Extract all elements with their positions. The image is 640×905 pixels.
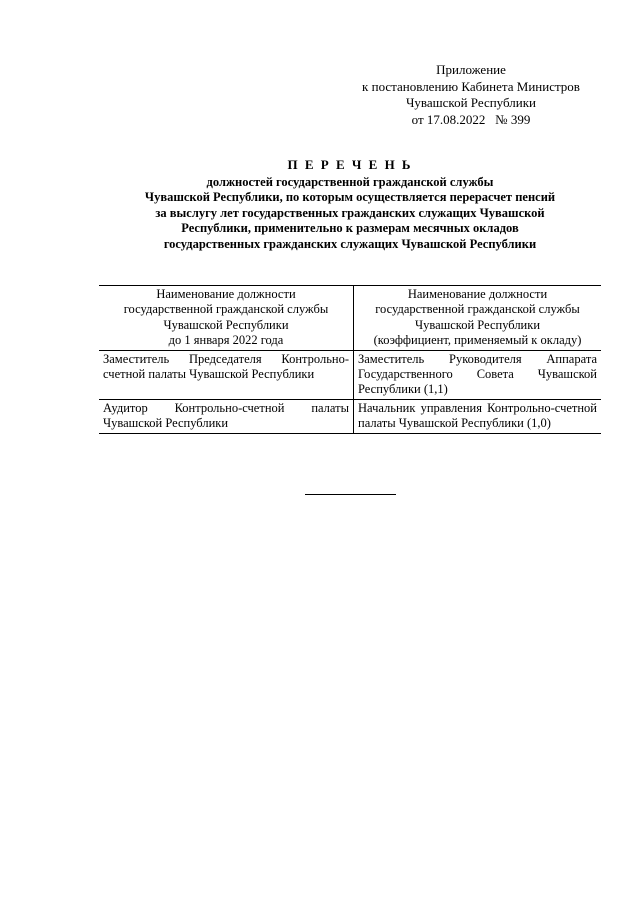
- cell-old-position: Заместитель Председателя Контрольно-счетной палаты Чувашской Республики: [99, 350, 354, 399]
- title-line-3: за выслугу лет государственных гражданских служащих Чувашской: [155, 205, 545, 220]
- cell-old-position: Аудитор Контрольно-счетной палаты Чувашской Республики: [99, 399, 354, 433]
- cell-new-position: Заместитель Руководителя Аппарата Государственного Совета Чувашской Республики (1,1): [354, 350, 602, 399]
- annex-republic: Чувашской Республики: [405, 95, 537, 110]
- title-line-2: Чувашской Республики, по которым осуществляется перерасчет пенсий: [144, 190, 556, 205]
- title-line-5: государственных гражданских служащих Чувашской Республики: [163, 236, 537, 251]
- header-new-line: (коэффициент, применяемый к окладу): [373, 333, 582, 348]
- header-old-line: государственной гражданской службы: [123, 302, 329, 317]
- header-new-line: Наименование должности: [407, 287, 548, 301]
- title-line-4: Республики, применительно к размерам месячных окладов: [181, 221, 519, 236]
- annex-date-number: от 17.08.2022 № 399: [411, 111, 531, 127]
- header-old-position: [99, 286, 354, 351]
- title-heading: П Е Р Е Ч Е Н Ь: [287, 157, 413, 172]
- header-old-line: Наименование должности: [156, 287, 296, 301]
- header-new-line: государственной гражданской службы: [375, 302, 580, 317]
- document-title: [100, 157, 600, 253]
- header-old-line: до 1 января 2022 года: [168, 333, 284, 348]
- header-new-position: [354, 286, 602, 351]
- title-line-1: должностей государственной гражданской службы: [206, 174, 494, 189]
- header-new-line: Чувашской Республики: [414, 317, 541, 332]
- end-divider: [305, 494, 396, 495]
- annex-block: [340, 62, 602, 128]
- table-row: [99, 350, 601, 399]
- annex-title: Приложение: [436, 62, 506, 77]
- header-old-line: Чувашской Республики: [163, 317, 289, 332]
- table-header-row: [99, 286, 601, 351]
- positions-table: [99, 285, 601, 434]
- table-row: [99, 399, 601, 433]
- cell-new-position: Начальник управления Контрольно-счетной палаты Чувашской Республики (1,0): [354, 399, 602, 433]
- annex-resolution: к постановлению Кабинета Министров: [362, 78, 580, 94]
